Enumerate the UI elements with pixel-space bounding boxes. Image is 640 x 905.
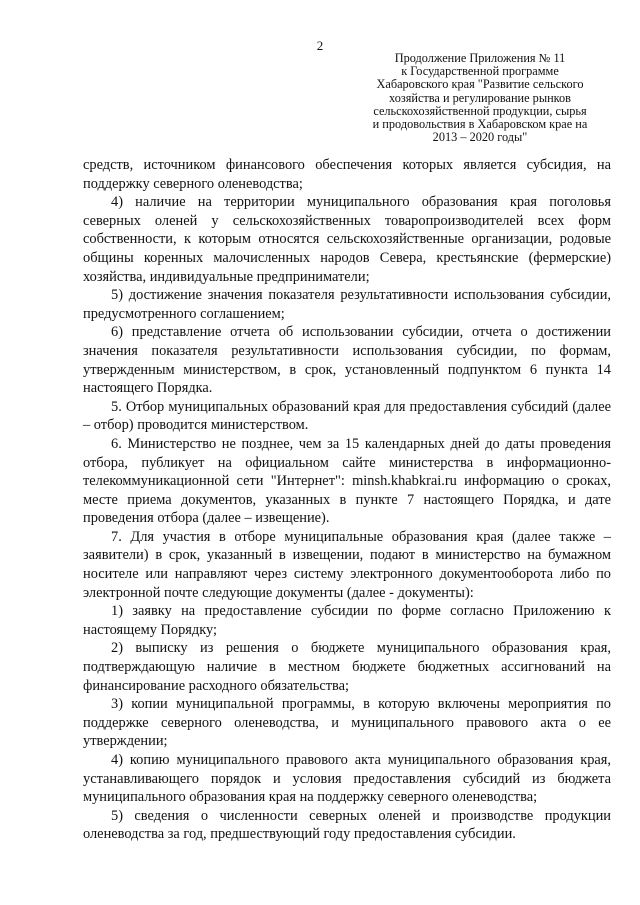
header-line: Продолжение Приложения № 11 xyxy=(394,51,566,65)
paragraph-document-1: 1) заявку на предоставление субсидии по форме согласно Приложению к настоящему Порядку; xyxy=(83,603,611,638)
paragraph-continuation: средств, источником финансового обеспечения которых является субсидия, на поддержку северного оленеводства; xyxy=(83,157,611,192)
appendix-header xyxy=(352,52,608,144)
header-line: 2013 – 2020 годы" xyxy=(432,130,528,145)
paragraph-document-3: 3) копии муниципальной программы, в которую включены мероприятия по поддержке северного оленеводства, и муниципального правового акта о ее утверждении; xyxy=(83,696,611,750)
paragraph-clause-6: 6. Министерство не позднее, чем за 15 календарных дней до даты проведения отбора, публикует на официальном сайте министерства в информационно-телекоммуникационной сети "Интернет": minsh.khabkrai.ru информацию о сроках, месте приема документов, указанных в пункте 7 настоящего Порядка, и дате проведения отбора (далее – извещение). xyxy=(83,435,611,527)
header-line: к Государственной программе xyxy=(401,64,559,79)
paragraph-condition-5: 5) достижение значения показателя результативности использования субсидии, предусмотренного соглашением; xyxy=(83,287,611,322)
document-body xyxy=(83,156,611,844)
page-number: 2 xyxy=(316,38,324,53)
header-line: и продовольствия в Хабаровском крае на xyxy=(372,117,588,132)
paragraph-document-4: 4) копию муниципального правового акта муниципального образования края, устанавливающего порядок и условия предоставления субсидий из бюджета муниципального образования края на поддержку северного оленеводства; xyxy=(83,752,611,806)
paragraph-condition-4: 4) наличие на территории муниципального образования края поголовья северных оленей у сельскохозяйственных товаропроизводителей всех форм собственности, к которым относятся сельскохозяйственные организации, родовые общины коренных малочисленных народов Севера, крестьянские (фермерские) хозяйства, индивидуальные предприниматели; xyxy=(83,194,611,285)
header-line: Хабаровского края "Развитие сельского xyxy=(376,77,584,92)
paragraph-condition-6: 6) представление отчета об использовании субсидии, отчета о достижении значения показателя результативности использования субсидии, по формам, утвержденным министерством, в срок, установленный подпунктом 6 пункта 14 настоящего Порядка. xyxy=(83,324,611,397)
paragraph-clause-7: 7. Для участия в отборе муниципальные образования края (далее также – заявители) в срок, указанный в извещении, подают в министерство на бумажном носителе или направляют через систему электронного документооборота либо по электронной почте следующие документы (далее - документы): xyxy=(83,528,611,601)
header-line: хозяйства и регулирование рынков xyxy=(389,90,571,105)
paragraph-document-2: 2) выписку из решения о бюджете муниципального образования края, подтверждающую наличие в местном бюджете бюджетных ассигнований на финансирование расходного обязательства; xyxy=(83,640,611,694)
paragraph-clause-5: 5. Отбор муниципальных образований края для предоставления субсидий (далее – отбор) проводится министерством. xyxy=(83,398,611,434)
header-line: сельскохозяйственной продукции, сырья xyxy=(373,103,587,118)
paragraph-document-5: 5) сведения о численности северных оленей и производстве продукции оленеводства за год, предшествующий году предоставления субсидии. xyxy=(83,807,611,843)
